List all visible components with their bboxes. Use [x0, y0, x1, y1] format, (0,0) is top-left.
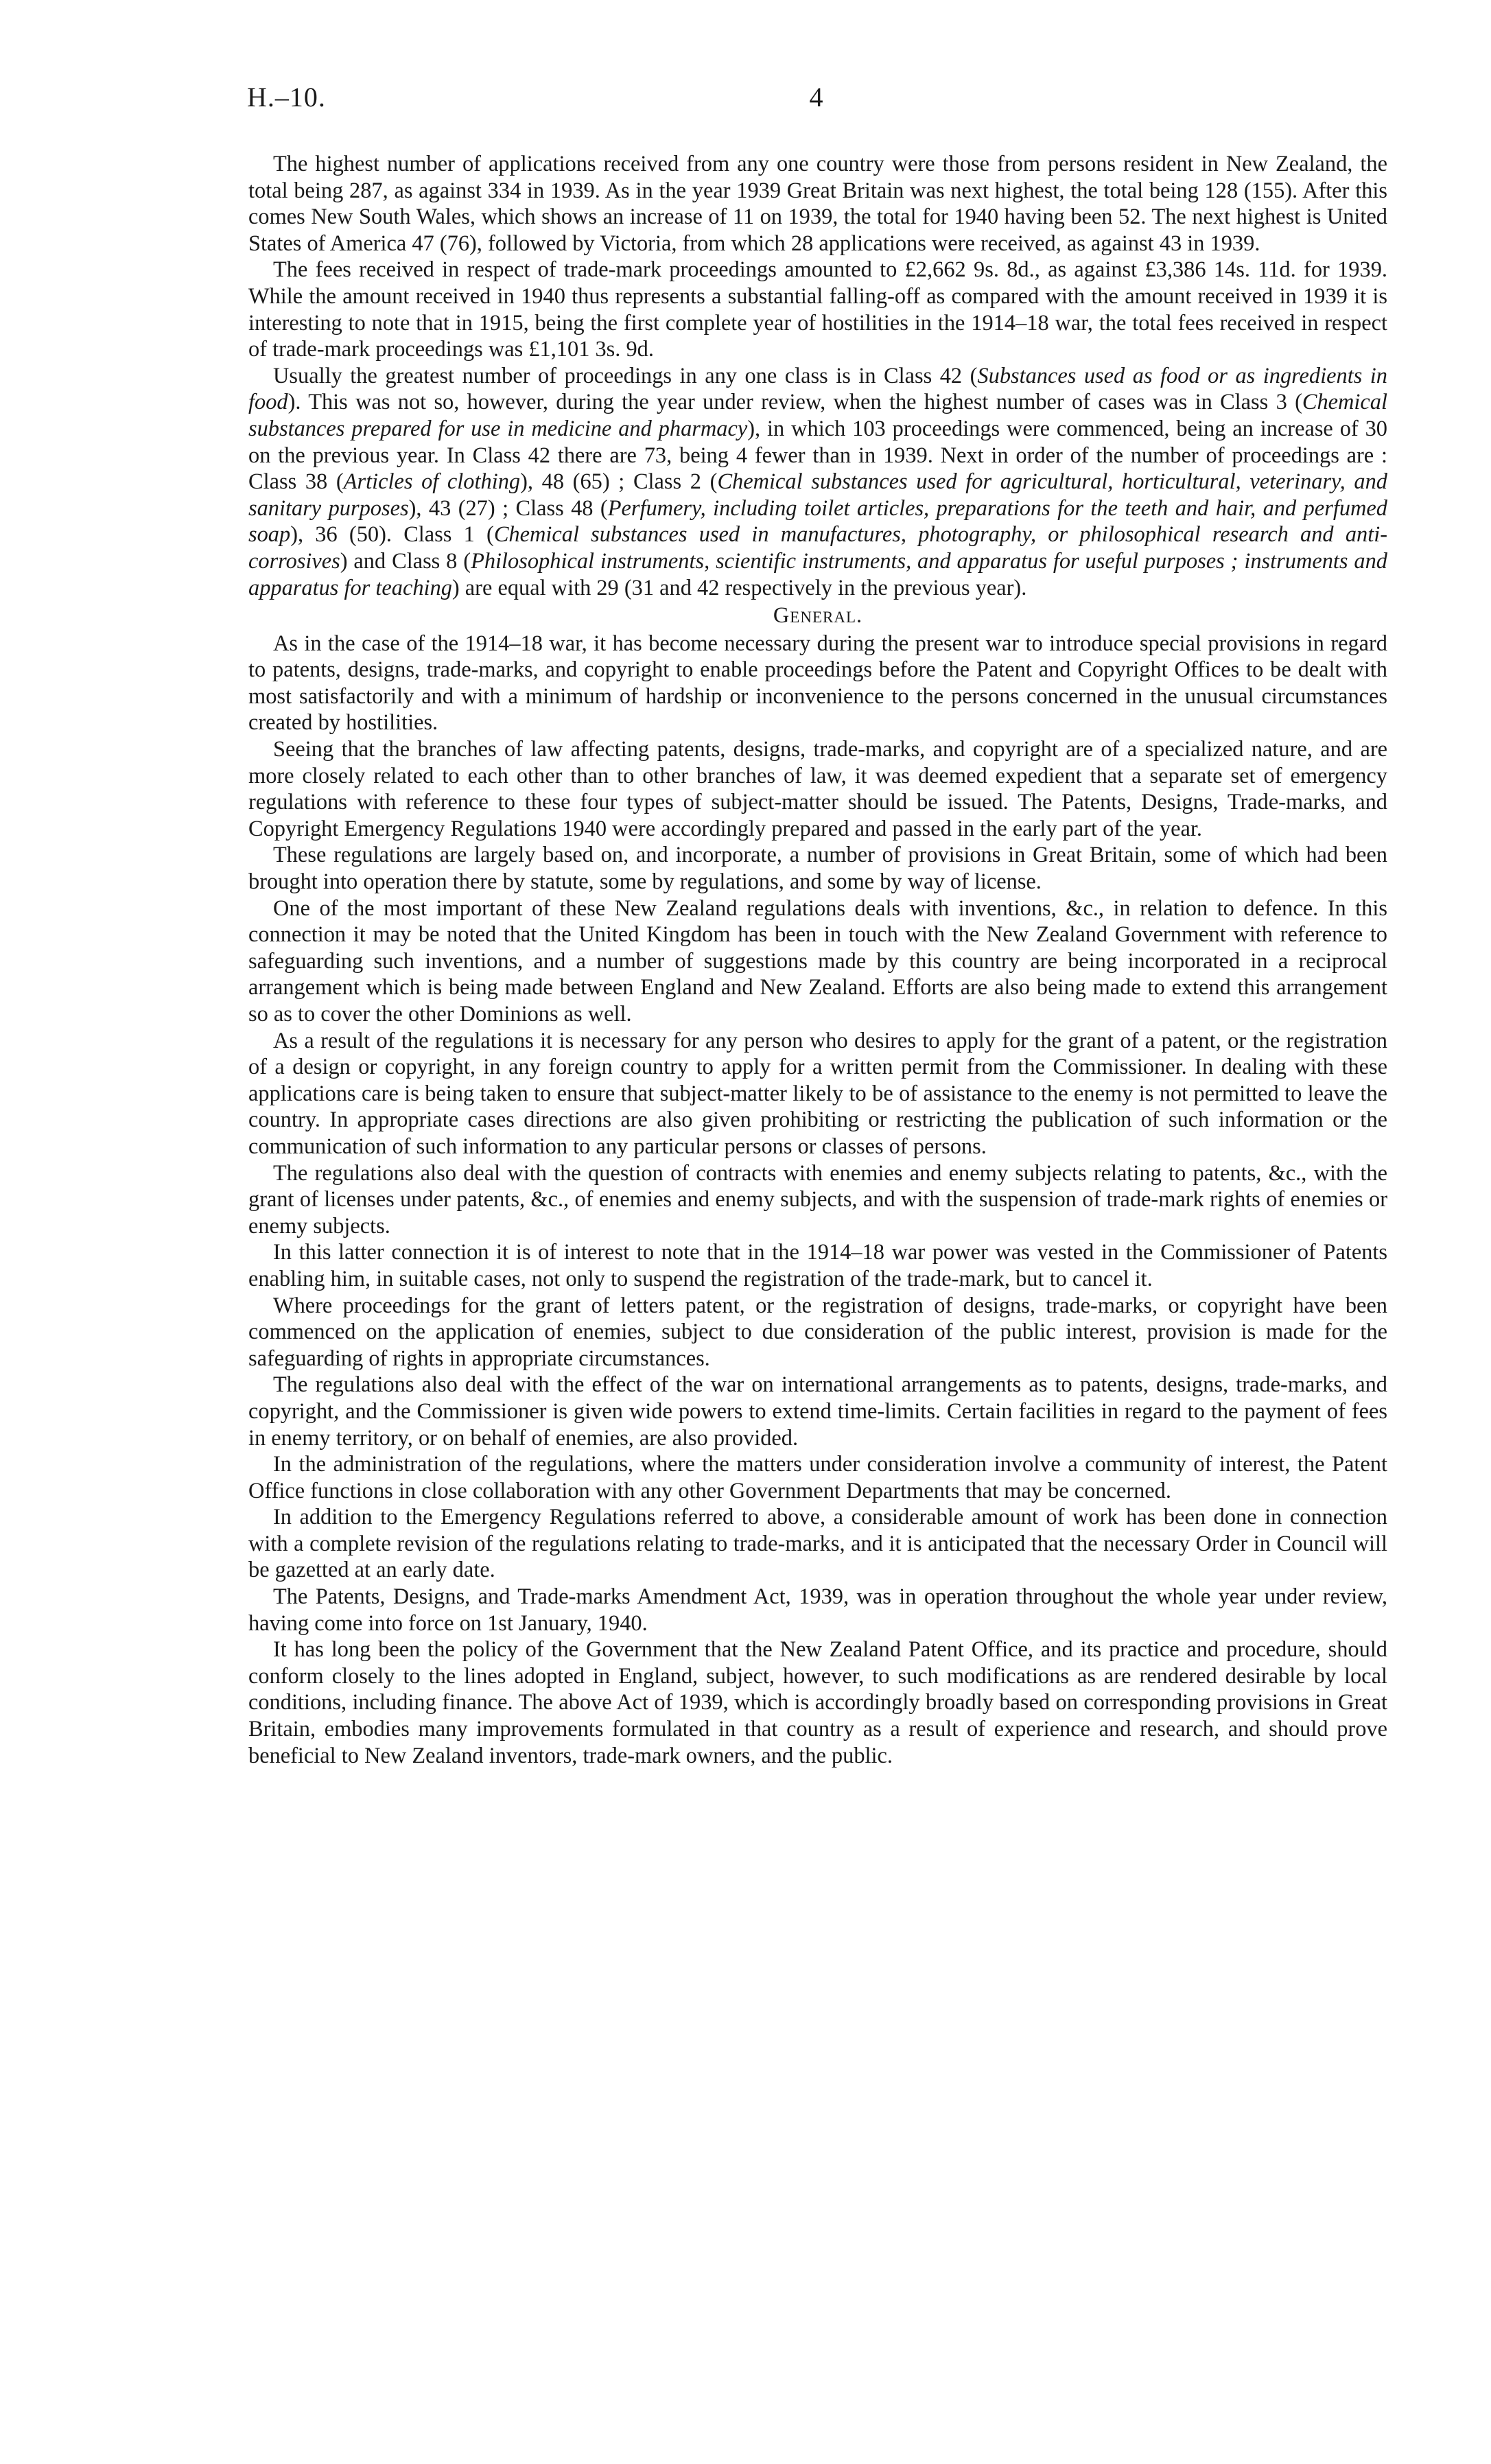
section-heading-general: General. — [773, 603, 863, 629]
paragraph-trade-mark-cancellation: In this latter connection it is of interest to note that in the 1914–18 war power was vested in the Commissioner of Patents enabling him, in suitable cases, not only to suspend the registration of the trade-mark, but to cancel it. — [248, 1240, 1387, 1291]
page-header — [247, 81, 1386, 122]
paragraph-emergency-regulations: Seeing that the branches of law affecting patents, designs, trade-marks, and copyright are of a specialized nature, and are more closely related to each other than to other branches of law, it was deemed expedient that a separate set of emergency regulations with reference to these four types of subject-matter should be issued. The Patents, Designs, Trade-marks, and Copyright Emergency Regulations 1940 were accordingly prepared and passed in the early part of the year. — [248, 737, 1387, 841]
paragraph-enemy-proceedings: Where proceedings for the grant of letters patent, or the registration of designs, trade-marks, or copyright have been commenced on the application of enemies, subject to due consideration of the public interest, provision is made for the safeguarding of rights in appropriate circumstances. — [248, 1293, 1387, 1371]
paragraph-administration: In the administration of the regulations, where the matters under consideration involve a community of interest, the Patent Office functions in close collaboration with any other Government Departments that may be concerned. — [248, 1452, 1387, 1503]
paragraph-amendment-act: The Patents, Designs, and Trade-marks Amendment Act, 1939, was in operation throughout the whole year under review, having come into force on 1st January, 1940. — [248, 1584, 1387, 1636]
paragraph-enemy-contracts: The regulations also deal with the question of contracts with enemies and enemy subjects relating to patents, &c., with the grant of licenses under patents, &c., of enemies and enemy subjects, and with the suspension of trade-mark rights of enemies or enemy subjects. — [248, 1160, 1387, 1239]
paragraph-international-arrangements: The regulations also deal with the effect of the war on international arrangements as to patents, designs, trade-marks, and copyright, and the Commissioner is given wide powers to extend time-limits. Certain facilities in regard to the payment of fees in enemy territory, or on behalf of enemies, are also provided. — [248, 1372, 1387, 1451]
document-body — [248, 151, 1387, 1769]
paragraph-based-on-great-britain: These regulations are largely based on, and incorporate, a number of provisions in Great Britain, some of which had been brought into operation there by statute, some by regulations, and some by way of license. — [248, 843, 1387, 895]
paragraph-inventions-defence: One of the most important of these New Zealand regulations deals with inventions, &c., in relation to defence. In this connection it may be noted that the United Kingdom has been in touch with the New Zealand Government with reference to safeguarding such inventions, and a number of suggestions made by this country are being incorporated in a reciprocal arrangement which is being made between England and New Zealand. Efforts are also being made to extend this arrangement so as to cover the other Dominions as well. — [248, 895, 1387, 1026]
paragraph-applications-by-country: The highest number of applications received from any one country were those from persons resident in New Zealand, the total being 287, as against 334 in 1939. As in the year 1939 Great Britain was next highest, the total being 128 (155). After this comes New South Wales, which shows an increase of 11 on 1939, the total for 1940 having been 52. The next highest is United States of America 47 (76), followed by Victoria, from which 28 applications were received, as against 43 in 1939. — [248, 152, 1387, 256]
paragraph-trade-mark-fees: The fees received in respect of trade-mark proceedings amounted to £2,662 9s. 8d., as against £3,386 14s. 11d. for 1939. While the amount received in 1940 thus represents a substantial falling-off as compared with the amount received in 1939 it is interesting to note that in 1915, being the first complete year of hostilities in the 1914–18 war, the total fees received in respect of trade-mark proceedings was £1,101 3s. 9d. — [248, 257, 1387, 362]
paragraph-foreign-applications-permit: As a result of the regulations it is necessary for any person who desires to apply for the grant of a patent, or the registration of a design or copyright, in any foreign country to apply for a written permit from the Commissioner. In dealing with these applications care is being taken to ensure that subject-matter likely to be of assistance to the enemy is not permitted to leave the country. In appropriate cases directions are also given prohibiting or restricting the publication of such information or the communication of such information to any particular persons or classes of persons. — [248, 1028, 1387, 1159]
paragraph-special-provisions: As in the case of the 1914–18 war, it has become necessary during the present war to introduce special provisions in regard to patents, designs, trade-marks, and copyright to enable proceedings before the Patent and Copyright Offices to be dealt with most satisfactorily and with a minimum of hardship or inconvenience to the persons concerned in the unusual circumstances created by hostilities. — [248, 631, 1387, 736]
paragraph-trade-mark-regulations-revision: In addition to the Emergency Regulations referred to above, a considerable amount of work has been done in connection with a complete revision of the regulations relating to trade-marks, and it is anticipated that the necessary Order in Council will be gazetted at an early date. — [248, 1505, 1387, 1583]
paragraph-government-policy: It has long been the policy of the Government that the New Zealand Patent Office, and its practice and procedure, should conform closely to the lines adopted in England, subject, however, to such modifications as are rendered desirable by local conditions, including finance. The above Act of 1939, which is accordingly broadly based on corresponding provisions in Great Britain, embodies many improvements formulated in that country as a result of experience and research, and should prove beneficial to New Zealand inventors, trade-mark owners, and the public. — [248, 1637, 1387, 1768]
page-number: 4 — [809, 82, 824, 113]
paragraph-proceedings-by-class: Usually the greatest number of proceedings in any one class is in Class 42 (Substances used as food or as ingredients in food). This was not so, however, during the year under review, when the highest number of cases was in Class 3 (Chemical substances prepared for use in medicine and pharmacy), in which 103 proceedings were commenced, being an increase of 30 on the previous year. In Class 42 there are 73, being 4 fewer than in 1939. Next in order of the number of proceedings are : Class 38 (Articles of clothing), 48 (65) ; Class 2 (Chemical substances used for agricultural, horticultural, veterinary, and sanitary purposes), 43 (27) ; Class 48 (Perfumery, including toilet articles, preparations for the teeth and hair, and perfumed soap), 36 (50). Class 1 (Chemical substances used in manufactures, photography, or philosophical research and anti-corrosives) and Class 8 (Philosophical instruments, scientific instruments, and apparatus for useful purposes ; instruments and apparatus for teaching) are equal with 29 (31 and 42 respectively in the previous year). — [248, 363, 1388, 600]
document-reference: H.–10. — [247, 82, 326, 113]
